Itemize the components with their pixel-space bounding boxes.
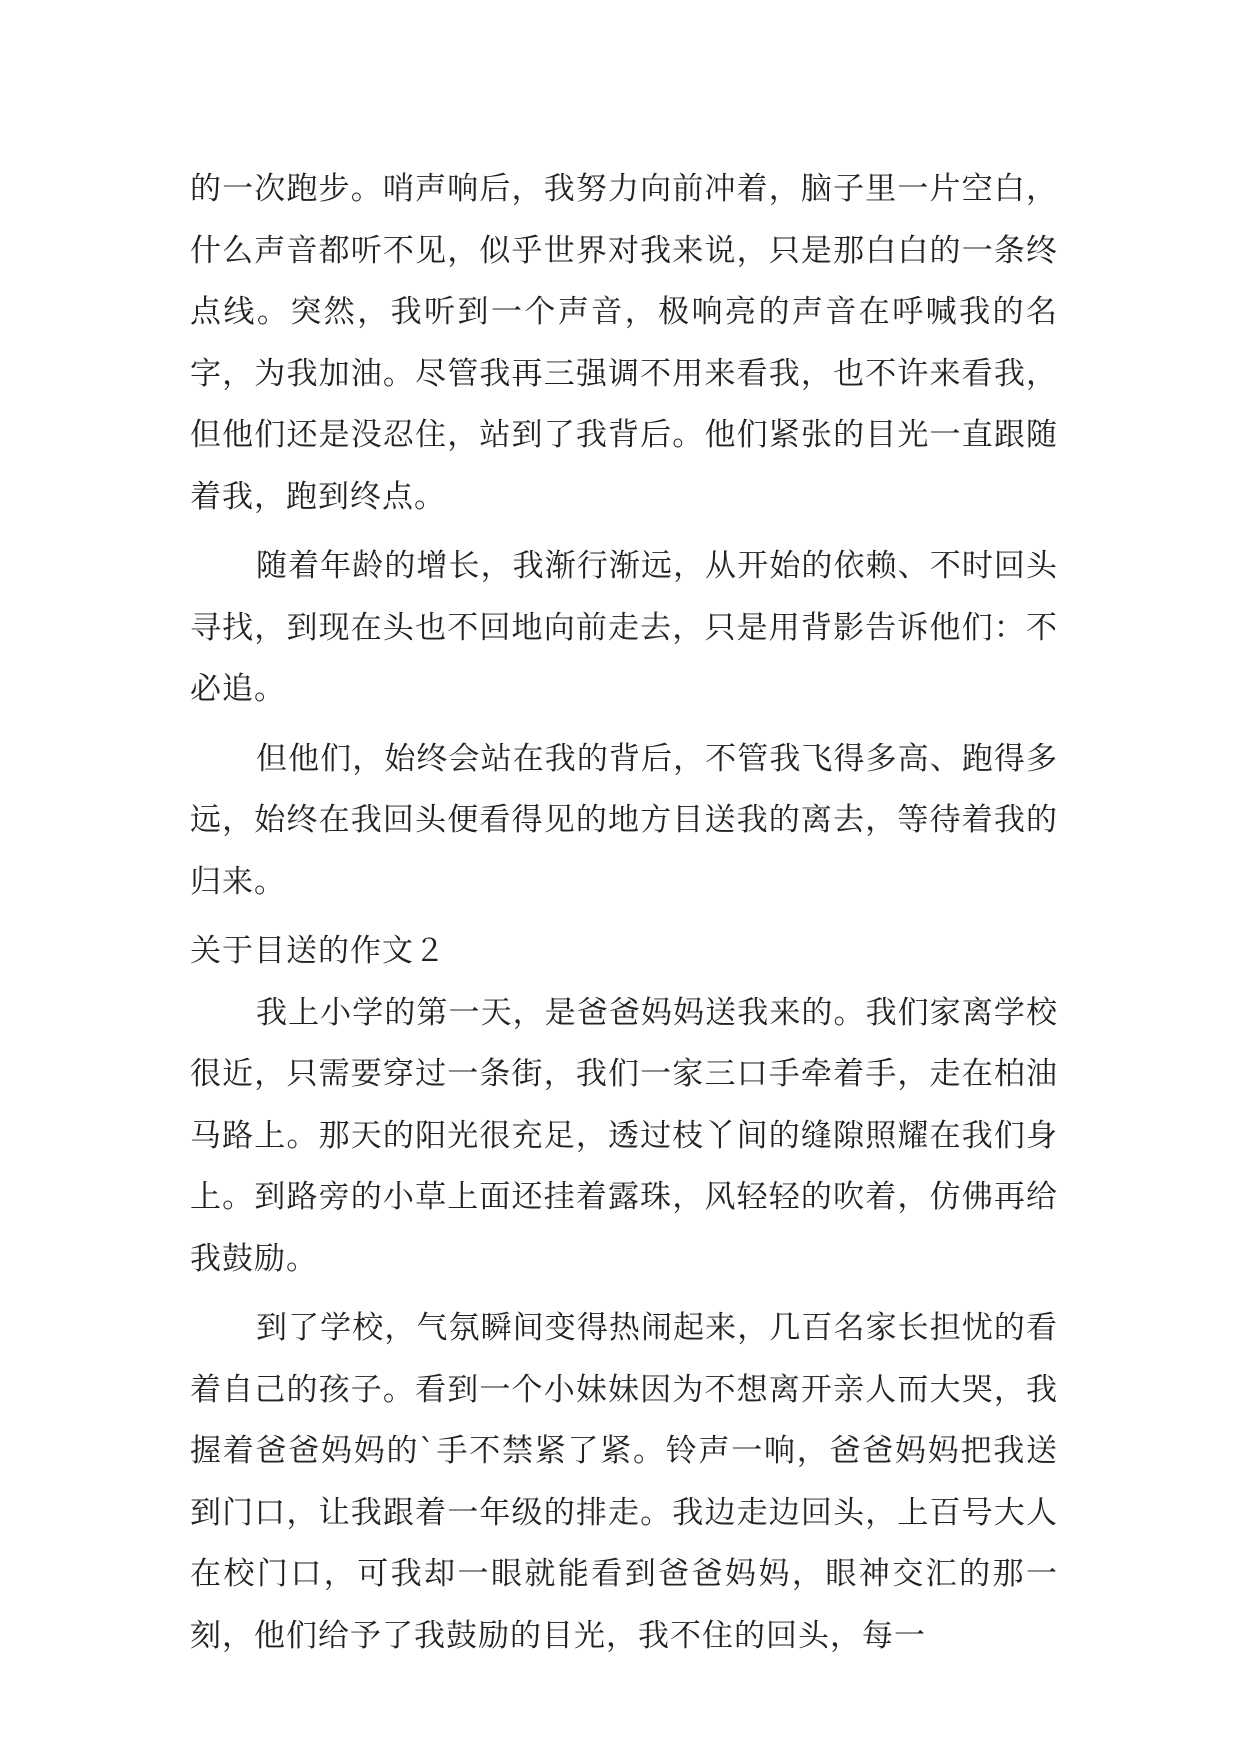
section-heading: 关于目送的作文２ [190, 933, 446, 969]
paragraph-2: 随着年龄的增长，我渐行渐远，从开始的依赖、不时回头寻找，到现在头也不回地向前走去，只是用背影告诉他们：不必追。 [190, 548, 1058, 707]
paragraph-1: 的一次跑步。哨声响后，我努力向前冲着，脑子里一片空白，什么声音都听不见，似乎世界对我来说，只是那白白的一条终点线。突然，我听到一个声音，极响亮的声音在呼喊我的名字，为我加油。尽管我再三强调不用来看我，也不许来看我，但他们还是没忍住，站到了我背后。他们紧张的目光一直跟随着我，跑到终点。 [190, 171, 1058, 515]
paragraph-5: 到了学校，气氛瞬间变得热闹起来，几百名家长担忧的看着自己的孩子。看到一个小妹妹因为不想离开亲人而大哭，我握着爸爸妈妈的`手不禁紧了紧。铃声一响，爸爸妈妈把我送到门口，让我跟着一年级的排走。我边走边回头，上百号大人在校门口，可我却一眼就能看到爸爸妈妈，眼神交汇的那一刻，他们给予了我鼓励的目光，我不住的回头，每一 [190, 1310, 1058, 1654]
paragraph-3: 但他们，始终会站在我的背后，不管我飞得多高、跑得多远，始终在我回头便看得见的地方目送我的离去，等待着我的归来。 [190, 740, 1058, 900]
paragraph-4: 我上小学的第一天，是爸爸妈妈送我来的。我们家离学校很近，只需要穿过一条街，我们一家三口手牵着手，走在柏油马路上。那天的阳光很充足，透过枝丫间的缝隙照耀在我们身上。到路旁的小草上面还挂着露珠，风轻轻的吹着，仿佛再给我鼓励。 [190, 994, 1058, 1277]
document-body [190, 159, 1058, 1675]
